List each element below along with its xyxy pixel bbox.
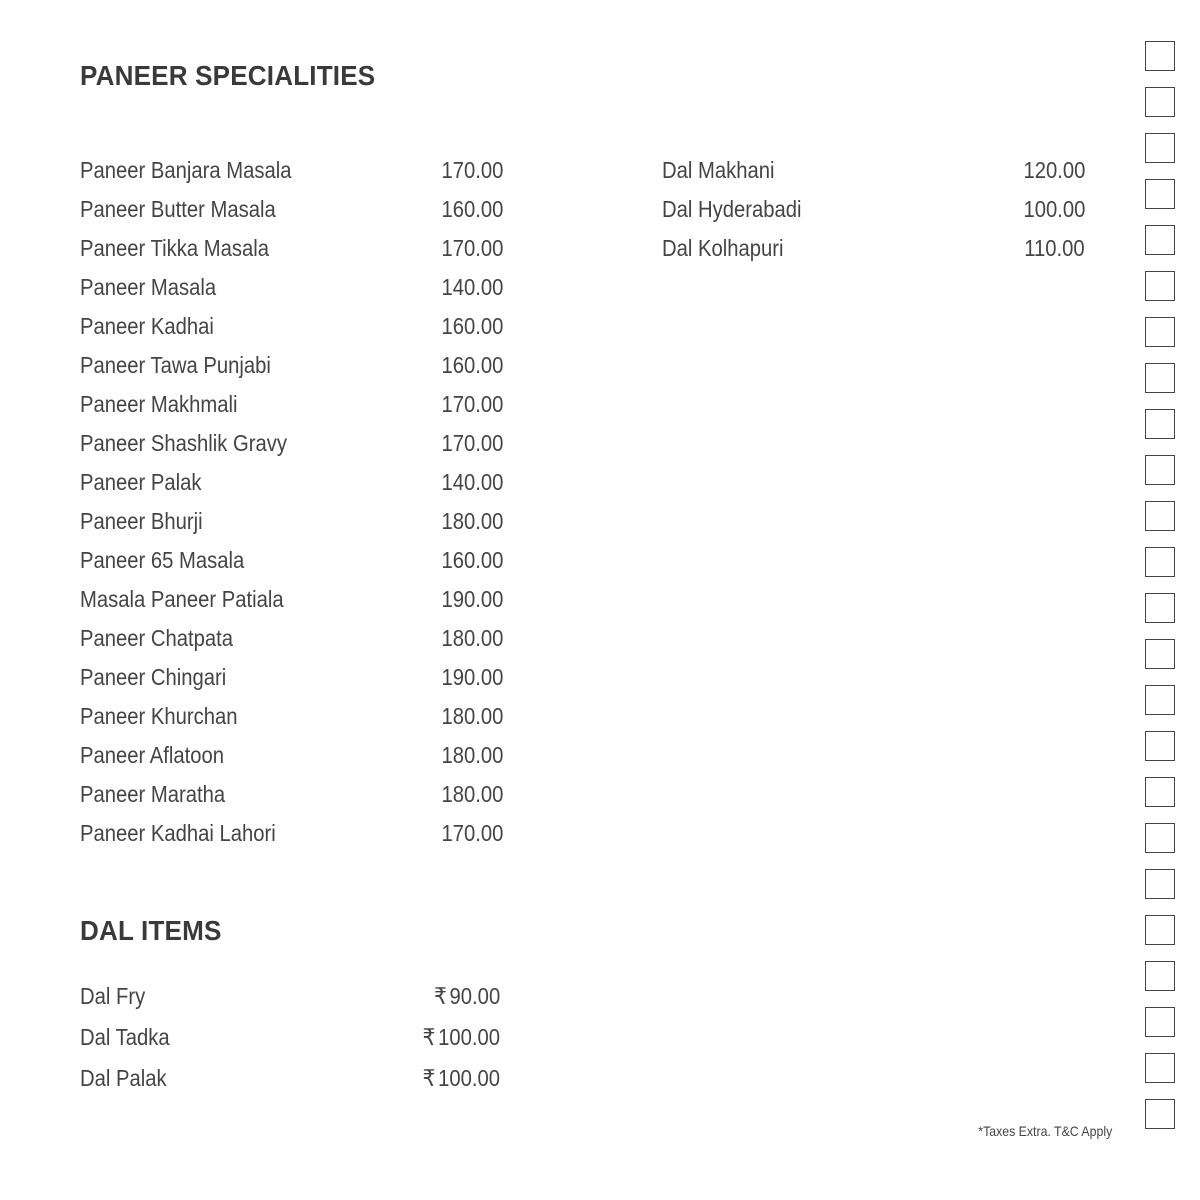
menu-item-price: 110.00 (1024, 235, 1085, 261)
menu-item (80, 157, 503, 196)
menu-item-price-value: 100.00 (438, 1024, 500, 1050)
menu-item-name: Paneer Banjara Masala (80, 157, 292, 183)
menu-item-name: Paneer Khurchan (80, 703, 238, 729)
menu-item (80, 820, 503, 859)
menu-item-price: 170.00 (441, 157, 503, 183)
rupee-symbol: ₹ (422, 1024, 436, 1050)
menu-item (80, 196, 503, 235)
checkbox[interactable] (1145, 869, 1175, 899)
menu-item-price-value: 90.00 (449, 983, 500, 1009)
checkbox[interactable] (1145, 271, 1175, 301)
menu-item-name: Dal Kolhapuri (662, 235, 784, 261)
menu-item (80, 983, 500, 1024)
menu-item-price: 100.00 (1023, 196, 1085, 222)
menu-item-price: 140.00 (441, 469, 503, 495)
menu-item (80, 352, 503, 391)
menu-item-name: Paneer Palak (80, 469, 202, 495)
checkbox[interactable] (1145, 593, 1175, 623)
rupee-symbol: ₹ (422, 1065, 436, 1091)
menu-item (80, 547, 503, 586)
menu-item-name: Dal Hyderabadi (662, 196, 802, 222)
checkbox[interactable] (1145, 409, 1175, 439)
menu-item-price-value: 100.00 (438, 1065, 500, 1091)
menu-item-name: Dal Palak (80, 1065, 167, 1091)
menu-item-price: 140.00 (441, 274, 503, 300)
menu-item (80, 625, 503, 664)
checkbox[interactable] (1145, 639, 1175, 669)
menu-item-price: 180.00 (441, 781, 503, 807)
menu-item-price: 170.00 (441, 391, 503, 417)
menu-item-name: Paneer Masala (80, 274, 217, 300)
menu-item (80, 664, 503, 703)
menu-item (80, 1024, 500, 1065)
menu-item (80, 235, 503, 274)
menu-item-price: 180.00 (441, 703, 503, 729)
menu-item (80, 508, 503, 547)
menu-item (662, 235, 1085, 274)
taxes-footnote: *Taxes Extra. T&C Apply (978, 1123, 1112, 1139)
menu-item-name: Paneer 65 Masala (80, 547, 245, 573)
checkbox[interactable] (1145, 961, 1175, 991)
menu-item (662, 157, 1085, 196)
menu-item (662, 196, 1085, 235)
menu-item (80, 703, 503, 742)
menu-item-price (434, 983, 500, 1009)
menu-item-price: 180.00 (441, 508, 503, 534)
menu-item-price: 160.00 (441, 352, 503, 378)
checkbox[interactable] (1145, 915, 1175, 945)
menu-item (80, 391, 503, 430)
checkbox[interactable] (1145, 1099, 1175, 1129)
checkbox[interactable] (1145, 133, 1175, 163)
menu-item (80, 274, 503, 313)
checkbox[interactable] (1145, 317, 1175, 347)
dal-right-menu-list (662, 157, 1085, 274)
menu-item-name: Paneer Tikka Masala (80, 235, 270, 261)
checkbox[interactable] (1145, 1007, 1175, 1037)
checkbox[interactable] (1145, 823, 1175, 853)
menu-item (80, 586, 503, 625)
menu-item-price (423, 1065, 500, 1091)
menu-item-name: Paneer Kadhai (80, 313, 214, 339)
checkbox[interactable] (1145, 87, 1175, 117)
checkbox[interactable] (1145, 455, 1175, 485)
checkbox[interactable] (1145, 1053, 1175, 1083)
menu-item-name: Paneer Maratha (80, 781, 226, 807)
menu-item-price: 180.00 (441, 742, 503, 768)
menu-item-name: Paneer Butter Masala (80, 196, 276, 222)
menu-item-price: 180.00 (441, 625, 503, 651)
checkbox-column (1145, 41, 1177, 1145)
checkbox[interactable] (1145, 225, 1175, 255)
menu-item-name: Paneer Tawa Punjabi (80, 352, 271, 378)
menu-item (80, 1065, 500, 1106)
checkbox[interactable] (1145, 179, 1175, 209)
checkbox[interactable] (1145, 685, 1175, 715)
menu-item-name: Paneer Chatpata (80, 625, 234, 651)
checkbox[interactable] (1145, 731, 1175, 761)
menu-item (80, 781, 503, 820)
menu-item (80, 430, 503, 469)
menu-item (80, 313, 503, 352)
checkbox[interactable] (1145, 363, 1175, 393)
menu-item (80, 469, 503, 508)
menu-item-name: Paneer Aflatoon (80, 742, 225, 768)
menu-item-name: Paneer Makhmali (80, 391, 238, 417)
menu-item-price: 120.00 (1023, 157, 1085, 183)
checkbox[interactable] (1145, 547, 1175, 577)
menu-item (80, 742, 503, 781)
checkbox[interactable] (1145, 777, 1175, 807)
menu-item-price (423, 1024, 500, 1050)
menu-item-price: 160.00 (441, 313, 503, 339)
dal-section-title: DAL ITEMS (80, 915, 222, 946)
menu-item-price: 170.00 (441, 820, 503, 846)
menu-item-name: Paneer Kadhai Lahori (80, 820, 276, 846)
menu-item-price: 160.00 (441, 196, 503, 222)
menu-item-price: 190.00 (441, 586, 503, 612)
menu-item-name: Dal Tadka (80, 1024, 170, 1050)
menu-item-price: 190.00 (441, 664, 503, 690)
menu-item-name: Dal Fry (80, 983, 146, 1009)
paneer-section-title: PANEER SPECIALITIES (80, 60, 376, 91)
menu-item-price: 170.00 (441, 430, 503, 456)
dal-menu-list (80, 983, 500, 1106)
menu-item-name: Dal Makhani (662, 157, 775, 183)
menu-item-name: Paneer Chingari (80, 664, 227, 690)
menu-item-name: Paneer Shashlik Gravy (80, 430, 288, 456)
menu-item-name: Masala Paneer Patiala (80, 586, 284, 612)
paneer-menu-list (80, 157, 503, 859)
checkbox[interactable] (1145, 501, 1175, 531)
menu-item-name: Paneer Bhurji (80, 508, 203, 534)
checkbox[interactable] (1145, 41, 1175, 71)
menu-item-price: 160.00 (441, 547, 503, 573)
menu-item-price: 170.00 (441, 235, 503, 261)
rupee-symbol: ₹ (433, 983, 447, 1009)
